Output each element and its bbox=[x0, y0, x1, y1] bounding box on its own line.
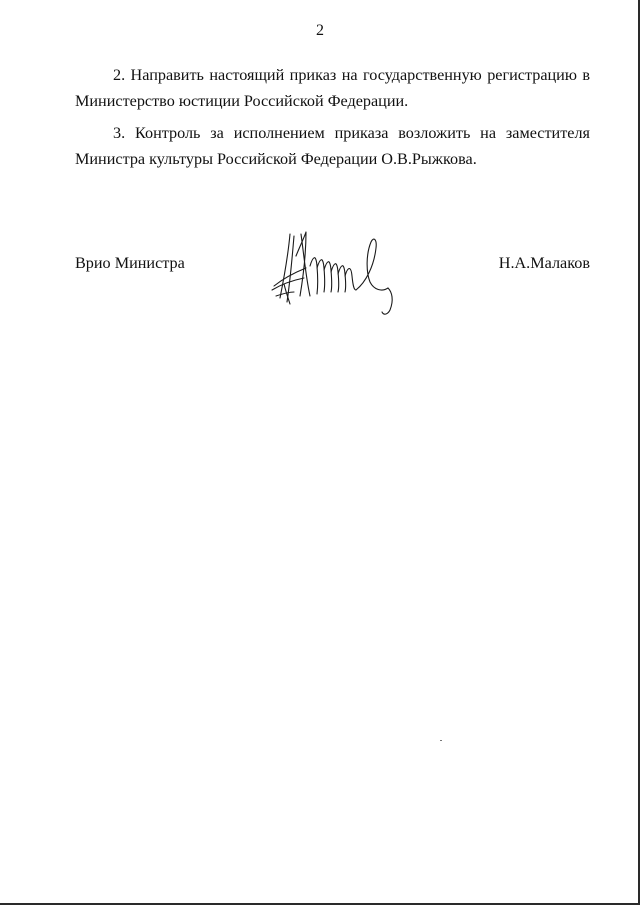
signatory-role: Врио Министра bbox=[75, 254, 185, 272]
signatory-name: Н.А.Малаков bbox=[498, 254, 590, 272]
paragraph-3: 3. Контроль за исполнением приказа возложить на заместителя Министра культуры Российской Федерации О.В.Рыжкова. bbox=[75, 124, 590, 168]
page-number: 2 bbox=[316, 22, 324, 39]
handwritten-signature bbox=[270, 226, 415, 316]
signature-block bbox=[75, 226, 590, 326]
scan-speck bbox=[440, 740, 442, 741]
document-body bbox=[75, 62, 590, 178]
paragraph-2: 2. Направить настоящий приказ на государственную регистрацию в Министерство юстиции Российской Федерации. bbox=[75, 66, 590, 110]
